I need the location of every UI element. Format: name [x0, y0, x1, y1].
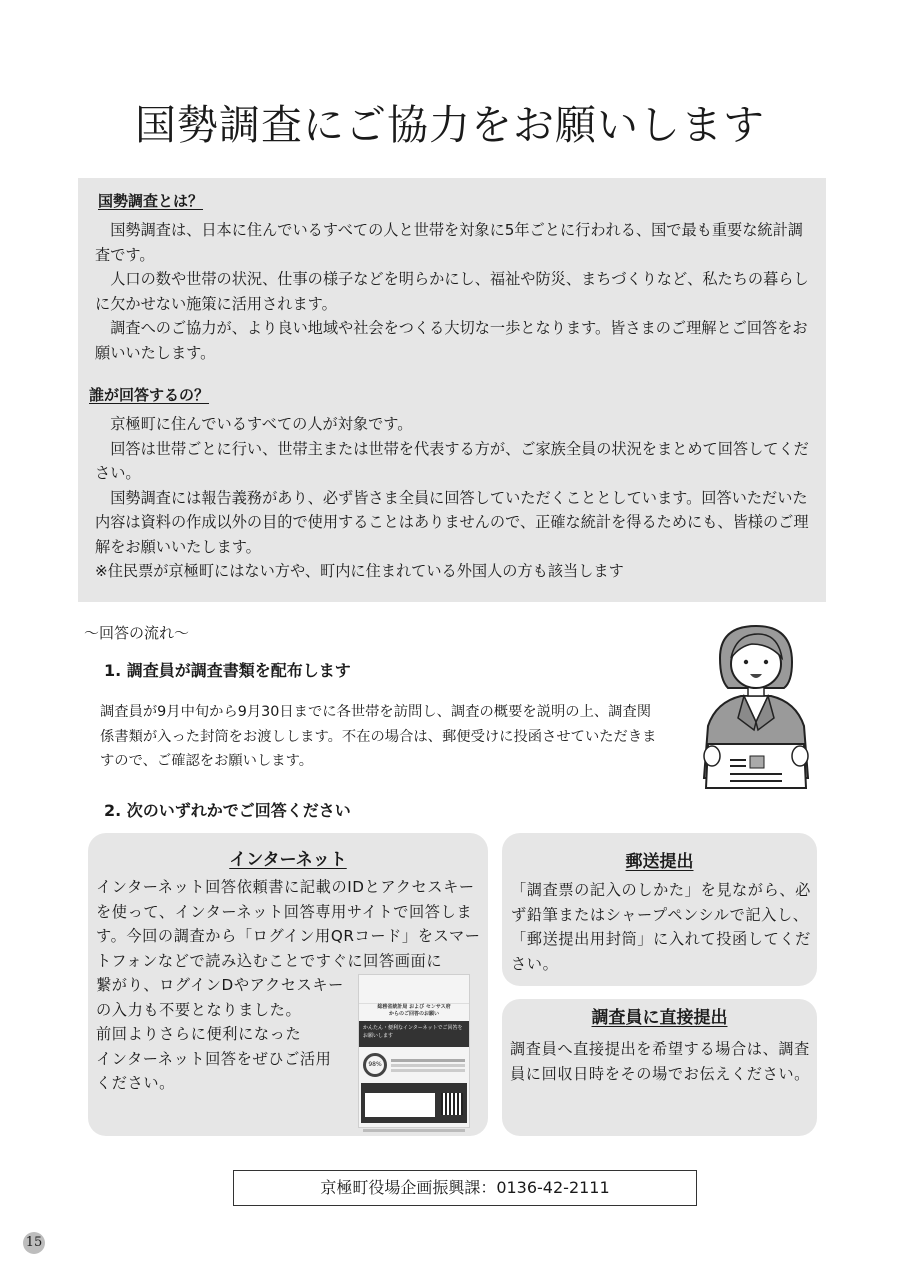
- who-heading: 誰が回答するの？: [89, 386, 210, 404]
- direct-card: [502, 999, 817, 1136]
- internet-line: 前回よりさらに便利になった: [96, 1025, 302, 1043]
- about-text: [95, 218, 815, 365]
- flyer-percent: 98%: [363, 1053, 387, 1077]
- direct-title: 調査員に直接提出: [591, 1008, 728, 1028]
- internet-response-flyer-image: [358, 974, 470, 1128]
- page-number: 15: [23, 1232, 45, 1254]
- page-title: 国勢調査にご協力をお願いします: [135, 101, 765, 149]
- step-1-title: 1. 調査員が調査書類を配布します: [104, 661, 351, 680]
- internet-body-lines: [96, 973, 356, 1096]
- who-paragraph: 国勢調査には報告義務があり、必ず皆さま全員に回答していただくこととしています。回答いただいた内容は資料の作成以外の目的で使用することはありませんので、正確な統計を得るためにも、皆様のご理解をお願いいたします。: [95, 488, 809, 556]
- flyer-login-box: [361, 1083, 467, 1123]
- internet-line: インターネット回答をぜひご活用: [96, 1049, 332, 1068]
- internet-line: ください。: [96, 1074, 175, 1092]
- who-paragraph: 京極町に住んでいるすべての人が対象です。: [110, 415, 413, 433]
- surveyor-illustration: [686, 618, 826, 794]
- internet-line: 繋がり、ログインDやアクセスキー: [96, 976, 344, 994]
- step-2-title: 2. 次のいずれかでご回答ください: [104, 801, 351, 820]
- mail-card: [502, 833, 817, 986]
- mail-body: 「調査票の記入のしかた」を見ながら、必ず鉛筆またはシャープペンシルで記入し、「郵送提出用封筒」に入れて投函してください。: [511, 881, 811, 973]
- flow-label: ～回答の流れ～: [84, 624, 190, 642]
- about-paragraph: 調査へのご協力が、より良い地域や社会をつくる大切な一歩となります。皆さまのご理解とご回答をお願いいたします。: [95, 319, 808, 362]
- flyer-banner: かんたん・便利なインターネットでご回答をお願いします: [359, 1021, 469, 1047]
- direct-body: 調査員へ直接提出を希望する場合は、調査員に回収日時をその場でお伝えください。: [510, 1040, 810, 1083]
- internet-line: の入力も不要となりました。: [96, 1000, 302, 1019]
- flyer-headline-2: からのご回答のお願い: [388, 1011, 439, 1017]
- flyer-headline: 総務省統計局 および センサス府: [377, 1004, 451, 1010]
- who-text: [95, 412, 815, 584]
- info-box: [78, 178, 826, 602]
- internet-title: インターネット: [229, 850, 347, 870]
- step-1-body: 調査員が9月中旬から9月30日までに各世帯を訪問し、調査の概要を説明の上、調査関係書類が入った封筒をお渡しします。不在の場合は、郵便受けに投函させていただきますので、ご確認をお願いします。: [100, 704, 657, 769]
- about-heading: 国勢調査とは？: [98, 192, 204, 210]
- contact-box: 京極町役場企画振興課：0136-42-2111: [233, 1170, 697, 1206]
- internet-body: インターネット回答依頼書に記載のIDとアクセスキーを使って、インターネット回答専用サイトで回答します。今回の調査から「ログイン用QRコード」をスマートフォンなどで読み込むことですぐに回答画面に: [96, 878, 481, 970]
- about-paragraph: 国勢調査は、日本に住んでいるすべての人と世帯を対象に5年ごとに行われる、国で最も重要な統計調査です。: [95, 221, 803, 264]
- qr-code-icon: [441, 1093, 463, 1115]
- who-note: ※住民票が京極町にはない方や、町内に住まれている外国人の方も該当します: [95, 562, 624, 580]
- about-paragraph: 人口の数や世帯の状況、仕事の様子などを明らかにし、福祉や防災、まちづくりなど、私たちの暮らしに欠かせない施策に活用されます。: [95, 270, 809, 313]
- who-paragraph: 回答は世帯ごとに行い、世帯主または世帯を代表する方が、ご家族全員の状況をまとめて回答してください。: [95, 439, 809, 482]
- mail-title: 郵送提出: [625, 852, 694, 872]
